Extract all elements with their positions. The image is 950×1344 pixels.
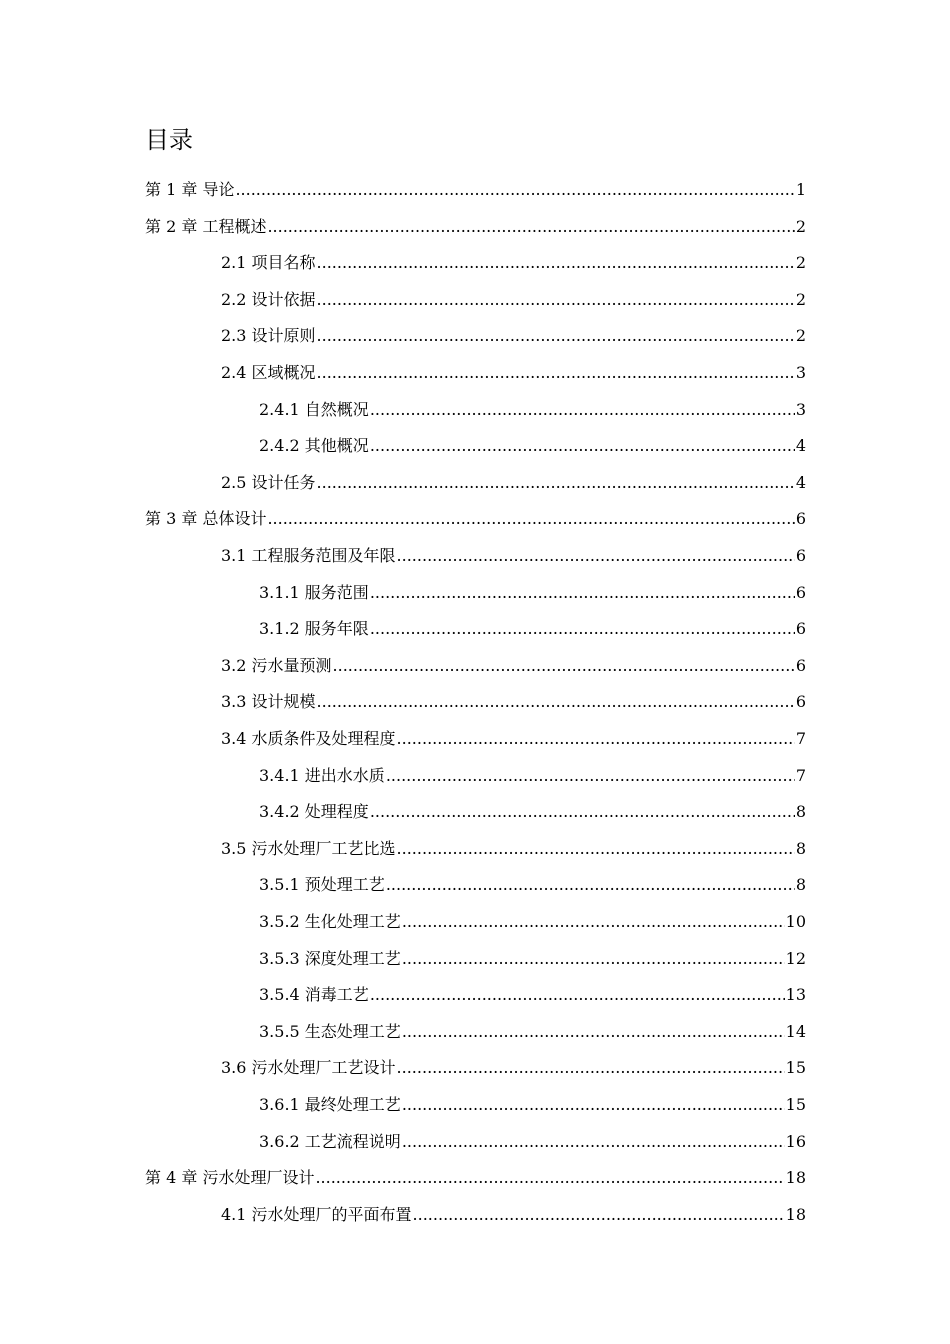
toc-entry[interactable] [221,282,806,318]
toc-dot-leader [315,1168,784,1188]
toc-entry-label: 3.5 污水处理厂工艺比选 [221,838,396,858]
toc-entry[interactable] [259,1087,806,1123]
toc-entry-label: 2.1 项目名称 [221,253,316,273]
toc-entry[interactable] [221,465,806,501]
toc-entry-label: 2.2 设计依据 [221,289,316,309]
toc-entry-page-number: 8 [795,875,806,895]
toc-dot-leader [402,912,785,932]
toc-dot-leader [402,1095,785,1115]
toc-entry[interactable] [221,1050,806,1086]
toc-entry[interactable] [145,172,806,208]
toc-entry-page-number: 2 [795,326,806,346]
toc-dot-leader [333,656,795,676]
toc-entry-label: 第 2 章 工程概述 [145,216,267,236]
toc-dot-leader [317,692,795,712]
toc-dot-leader [235,180,794,200]
toc-dot-leader [397,729,795,749]
toc-entry-label: 3.6 污水处理厂工艺设计 [221,1058,396,1078]
toc-dot-leader [397,1058,785,1078]
toc-entry[interactable] [145,1160,806,1196]
toc-entry[interactable] [259,1014,806,1050]
toc-entry[interactable] [259,1124,806,1160]
toc-entry-label: 3.2 污水量预测 [221,655,332,675]
toc-entry-page-number: 4 [795,472,806,492]
toc-entry-label: 第 1 章 导论 [145,180,235,199]
toc-entry-label: 3.4.1 进出水水质 [259,765,385,785]
toc-entry-page-number: 8 [795,838,806,858]
toc-dot-leader [267,217,794,237]
toc-entry[interactable] [145,209,806,245]
toc-entry-label: 2.3 设计原则 [221,326,316,346]
toc-entry-label: 3.4 水质条件及处理程度 [221,729,396,748]
toc-entry[interactable] [259,794,806,830]
toc-entry-page-number: 2 [795,289,806,309]
toc-entry[interactable] [221,831,806,867]
toc-entry-label: 3.1.2 服务年限 [259,619,369,639]
toc-dot-leader [370,985,785,1005]
toc-dot-leader [317,326,795,346]
toc-entry[interactable] [221,318,806,354]
toc-entry-page-number: 3 [795,399,806,419]
toc-entry-label: 3.4.2 处理程度 [259,802,369,822]
toc-dot-leader [317,253,795,273]
toc-entry[interactable] [221,684,806,720]
toc-dot-leader [317,363,795,383]
toc-entry[interactable] [259,611,806,647]
toc-dot-leader [267,509,794,529]
toc-entry-page-number: 6 [795,582,806,602]
toc-dot-leader [402,1132,785,1152]
toc-entry-page-number: 2 [795,253,806,273]
toc-dot-leader [370,436,795,456]
toc-entry-page-number: 15 [785,1095,806,1114]
toc-entry-label: 3.5.3 深度处理工艺 [259,948,401,968]
toc-dot-leader [370,619,795,639]
toc-dot-leader [386,875,795,895]
toc-entry[interactable] [221,538,806,574]
toc-dot-leader [397,839,795,859]
toc-entry-label: 3.1 工程服务范围及年限 [221,546,396,565]
toc-entry-label: 3.5.5 生态处理工艺 [259,1021,401,1041]
toc-entry-page-number: 6 [795,692,806,712]
toc-entry-label: 3.6.1 最终处理工艺 [259,1095,401,1114]
toc-entry-label: 2.4 区域概况 [221,363,316,382]
toc-entry[interactable] [259,575,806,611]
toc-entry-page-number: 3 [795,363,806,382]
toc-dot-leader [370,583,795,603]
toc-entry-page-number: 10 [785,912,806,931]
toc-entry-page-number: 12 [785,948,806,968]
toc-entry-page-number: 13 [785,985,806,1005]
toc-entry-label: 3.3 设计规模 [221,692,316,712]
toc-entry[interactable] [259,867,806,903]
toc-entry-label: 2.5 设计任务 [221,472,316,492]
toc-dot-leader [413,1205,785,1225]
toc-entry-page-number: 8 [795,802,806,822]
toc-entry-label: 3.5.4 消毒工艺 [259,985,369,1005]
toc-dot-leader [317,473,795,493]
toc-entry[interactable] [259,758,806,794]
toc-entry-page-number: 7 [795,765,806,785]
toc-entry-label: 3.5.1 预处理工艺 [259,875,385,895]
toc-entry-page-number: 4 [795,436,806,456]
toc-entry-page-number: 7 [795,729,806,748]
toc-entry-page-number: 15 [785,1058,806,1078]
toc-entry[interactable] [259,392,806,428]
toc-entry-page-number: 14 [785,1021,806,1041]
toc-entry-label: 第 3 章 总体设计 [145,509,267,529]
toc-entry-page-number: 6 [795,619,806,639]
toc-entry[interactable] [221,245,806,281]
toc-dot-leader [402,1022,785,1042]
toc-entry-label: 2.4.1 自然概况 [259,399,369,419]
toc-dot-leader [397,546,795,566]
toc-entry-page-number: 6 [795,509,806,529]
toc-entry-page-number: 2 [795,216,806,236]
toc-entry[interactable] [259,428,806,464]
toc-entry-label: 4.1 污水处理厂的平面布置 [221,1204,412,1224]
toc-entry[interactable] [221,721,806,757]
toc-entry-page-number: 18 [785,1204,806,1224]
toc-entry[interactable] [221,355,806,391]
toc-dot-leader [386,766,795,786]
toc-dot-leader [402,949,785,969]
toc-entry-label: 第 4 章 污水处理厂设计 [145,1168,315,1188]
toc-entry-page-number: 1 [795,180,806,199]
toc-entry-label: 3.6.2 工艺流程说明 [259,1131,401,1151]
toc-dot-leader [317,290,795,310]
toc-entry-page-number: 18 [785,1168,806,1188]
toc-entry-page-number: 6 [795,655,806,675]
toc-dot-leader [370,400,795,420]
toc-entry[interactable] [259,904,806,940]
toc-entry-label: 3.5.2 生化处理工艺 [259,912,401,931]
toc-entry-label: 2.4.2 其他概况 [259,436,369,456]
toc-title: 目录 [145,126,193,154]
toc-entry[interactable] [259,941,806,977]
toc-entry-label: 3.1.1 服务范围 [259,582,369,602]
toc-entry-page-number: 6 [795,546,806,565]
toc-entry[interactable] [221,648,806,684]
toc-dot-leader [370,802,795,822]
toc-entry[interactable] [259,977,806,1013]
toc-entry[interactable] [145,501,806,537]
toc-entry-page-number: 16 [785,1131,806,1151]
toc-entry[interactable] [221,1197,806,1233]
